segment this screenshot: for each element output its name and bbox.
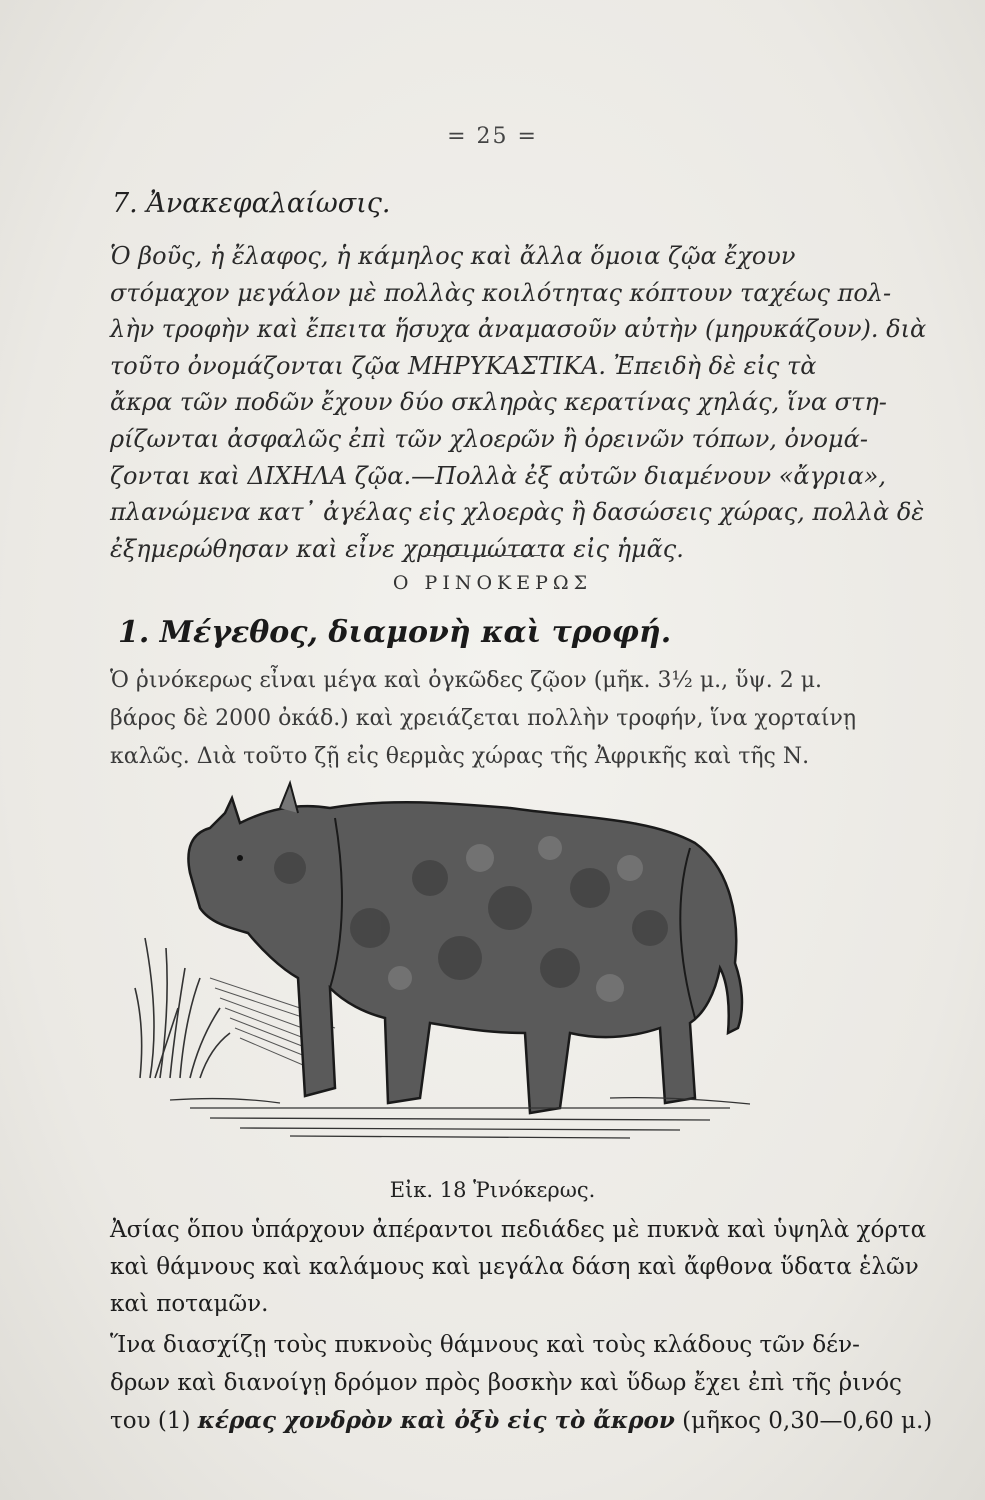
recap-line: ἐξημερώθησαν καὶ εἶνε χρησιμώτατα εἰς ἡμᾶς. xyxy=(110,534,684,563)
recap-line: πλανώμενα κατ᾽ ἀγέλας εἰς χλοερὰς ἢ δασώσεις χώρας, πολλὰ δὲ xyxy=(110,498,925,527)
recap-line: ἄκρα τῶν ποδῶν ἔχουν δύο σκληρὰς κερατίνας χηλάς, ἵνα στη- xyxy=(110,388,887,417)
rhinoceros-illustration xyxy=(130,778,780,1158)
grass-tuft xyxy=(135,938,230,1078)
ground-hatching xyxy=(170,1098,750,1138)
recap-line: Ὁ βοῦς, ἡ ἔλαφος, ἡ κάμηλος καὶ ἄλλα ὅμοια ζῷα ἔχουν xyxy=(110,242,796,270)
horn-line xyxy=(110,1402,933,1440)
section-divider xyxy=(425,555,540,556)
horn-line: δρων καὶ διανοίγῃ δρόμον πρὸς βοσκὴν καὶ ὕδωρ ἔχει ἐπὶ τῆς ῥινός xyxy=(110,1370,902,1396)
recap-line: στόμαχον μεγάλον μὲ πολλὰς κοιλότητας κόπτουν ταχέως πολ- xyxy=(110,278,892,307)
habitat-line: Ἀσίας ὅπου ὑπάρχουν ἀπέραντοι πεδιάδες μὲ πυκνὰ καὶ ὑψηλὰ χόρτα xyxy=(110,1217,927,1243)
recap-paragraph xyxy=(110,238,927,567)
recap-line: τοῦτο ὀνομάζονται ζῷα ΜΗΡΥΚΑΣΤΙΚΑ. Ἐπειδὴ δὲ εἰς τὰ xyxy=(110,351,817,380)
horn-emphasis: κέρας χονδρὸν καὶ ὀξὺ εἰς τὸ ἄκρον xyxy=(197,1407,675,1434)
horn-paragraph xyxy=(110,1326,933,1440)
subsection-heading: 1. Μέγεθος, διαμονὴ καὶ τροφή. xyxy=(118,615,672,650)
size-line: Ὁ ῥινόκερως εἶναι μέγα καὶ ὀγκῶδες ζῷον (μῆκ. 3½ μ., ὕψ. 2 μ. xyxy=(110,668,823,693)
figure-caption: Εἰκ. 18 Ῥινόκερως. xyxy=(389,1178,596,1202)
recap-line: λὴν τροφὴν καὶ ἔπειτα ἥσυχα ἀναμασοῦν αὐτὴν (μηρυκάζουν). διὰ xyxy=(110,315,927,344)
horn-line-start: του (1) xyxy=(110,1408,191,1434)
size-line: καλῶς. Διὰ τοῦτο ζῇ εἰς θερμὰς χώρας τῆς Ἀφρικῆς καὶ τῆς Ν. xyxy=(110,744,810,769)
section-heading-recap: 7. Ἀνακεφαλαίωσις. xyxy=(112,188,391,219)
recap-line: ρίζωνται ἀσφαλῶς ἐπὶ τῶν χλοερῶν ἢ ὀρεινῶν τόπων, ὀνομά- xyxy=(110,424,868,453)
habitat-line: καὶ θάμνους καὶ καλάμους καὶ μεγάλα δάση καὶ ἄφθονα ὕδατα ἑλῶν xyxy=(110,1254,919,1280)
recap-line: ζονται καὶ ΔΙΧΗΛΑ ζῷα.—Πολλὰ ἐξ αὐτῶν διαμένουν «ἄγρια», xyxy=(110,461,886,490)
size-paragraph xyxy=(110,662,880,776)
horn-measure: (μῆκος 0,30—0,60 μ.) xyxy=(682,1408,933,1434)
habitat-line: καὶ ποταμῶν. xyxy=(110,1291,269,1317)
page-number: = 25 = xyxy=(447,124,538,149)
chapter-title: Ο ΡΙΝΟΚΕΡΩΣ xyxy=(392,572,593,594)
horn-line: Ἵνα διασχίζῃ τοὺς πυκνοὺς θάμνους καὶ τοὺς κλάδους τῶν δέν- xyxy=(110,1332,860,1358)
rhino-body xyxy=(188,783,742,1113)
size-line: βάρος δὲ 2000 ὀκάδ.) καὶ χρειάζεται πολλὴν τροφήν, ἵνα χορταίνῃ xyxy=(110,706,857,731)
habitat-paragraph xyxy=(110,1212,927,1323)
